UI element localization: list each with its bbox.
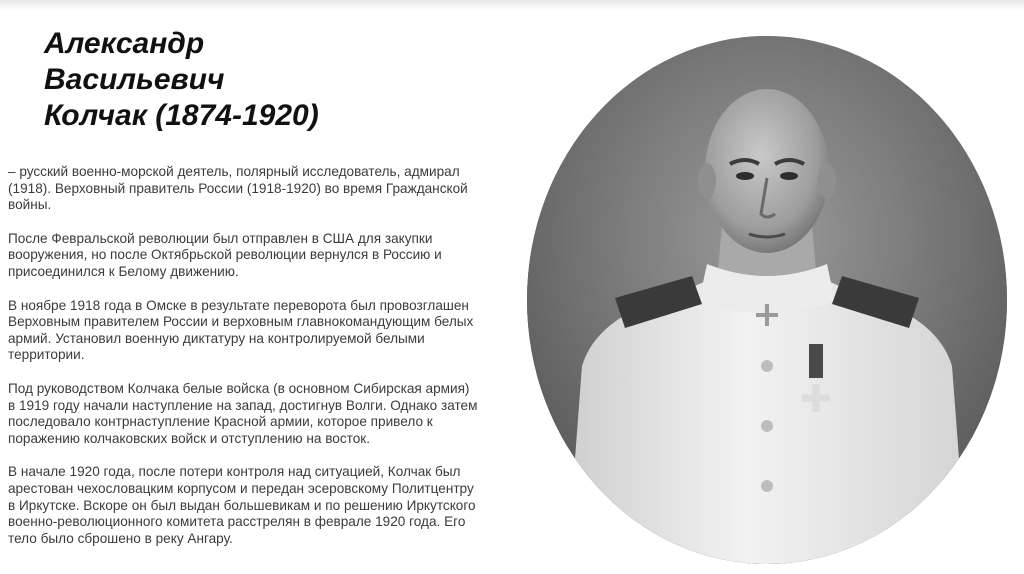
paragraph-1: – русский военно-морской деятель, полярный исследователь, адмирал (1918). Верховный правитель России (1918-1920) во время Гражданской войны. xyxy=(8,164,468,213)
page-title xyxy=(44,26,464,134)
coat-button-2 xyxy=(761,420,773,432)
paragraph-3: В ноябре 1918 года в Омске в результате переворота был провозглашен Верховным правителем России и верховным главнокомандующим белых армий. Установил военную диктатуру на контролируемой белыми территории. xyxy=(8,297,474,363)
biography-text xyxy=(8,164,478,564)
title-line-2: Васильевич xyxy=(44,63,225,96)
right-ear xyxy=(818,163,836,199)
coat-button-3 xyxy=(761,480,773,492)
paragraph-5: В начале 1920 года, после потери контроля над ситуацией, Колчак был арестован чехословацким корпусом и передан эсеровскому Политцентру в Иркутске. Вскоре он был выдан большевикам и по решению Иркутского военно-революционного комитета расстрелян в феврале 1920 года. Его тело было сброшено в реку Ангару. xyxy=(8,464,476,546)
paragraph-4: Под руководством Колчака белые войска (в основном Сибирская армия) в 1919 году начали наступление на запад, достигнув Волги. Однако затем последовало контрнаступление Красной армии, которое привело к поражению колчаковских войск и отступлению на восток. xyxy=(8,380,478,446)
coat-button-1 xyxy=(761,360,773,372)
left-eye xyxy=(736,172,754,180)
medal-ribbon xyxy=(809,344,823,378)
top-shade xyxy=(0,0,1024,10)
head xyxy=(705,89,829,253)
portrait-photo xyxy=(527,36,1007,564)
right-eye xyxy=(780,172,798,180)
portrait-illustration xyxy=(527,36,1007,564)
title-line-3: Колчак (1874-1920) xyxy=(44,99,319,132)
title-line-1: Александр xyxy=(44,27,205,60)
left-ear xyxy=(698,163,716,199)
paragraph-2: После Февральской революции был отправлен в США для закупки вооружения, но после Октябрьской революции вернулся в Россию и присоединился к Белому движению. xyxy=(8,230,442,279)
